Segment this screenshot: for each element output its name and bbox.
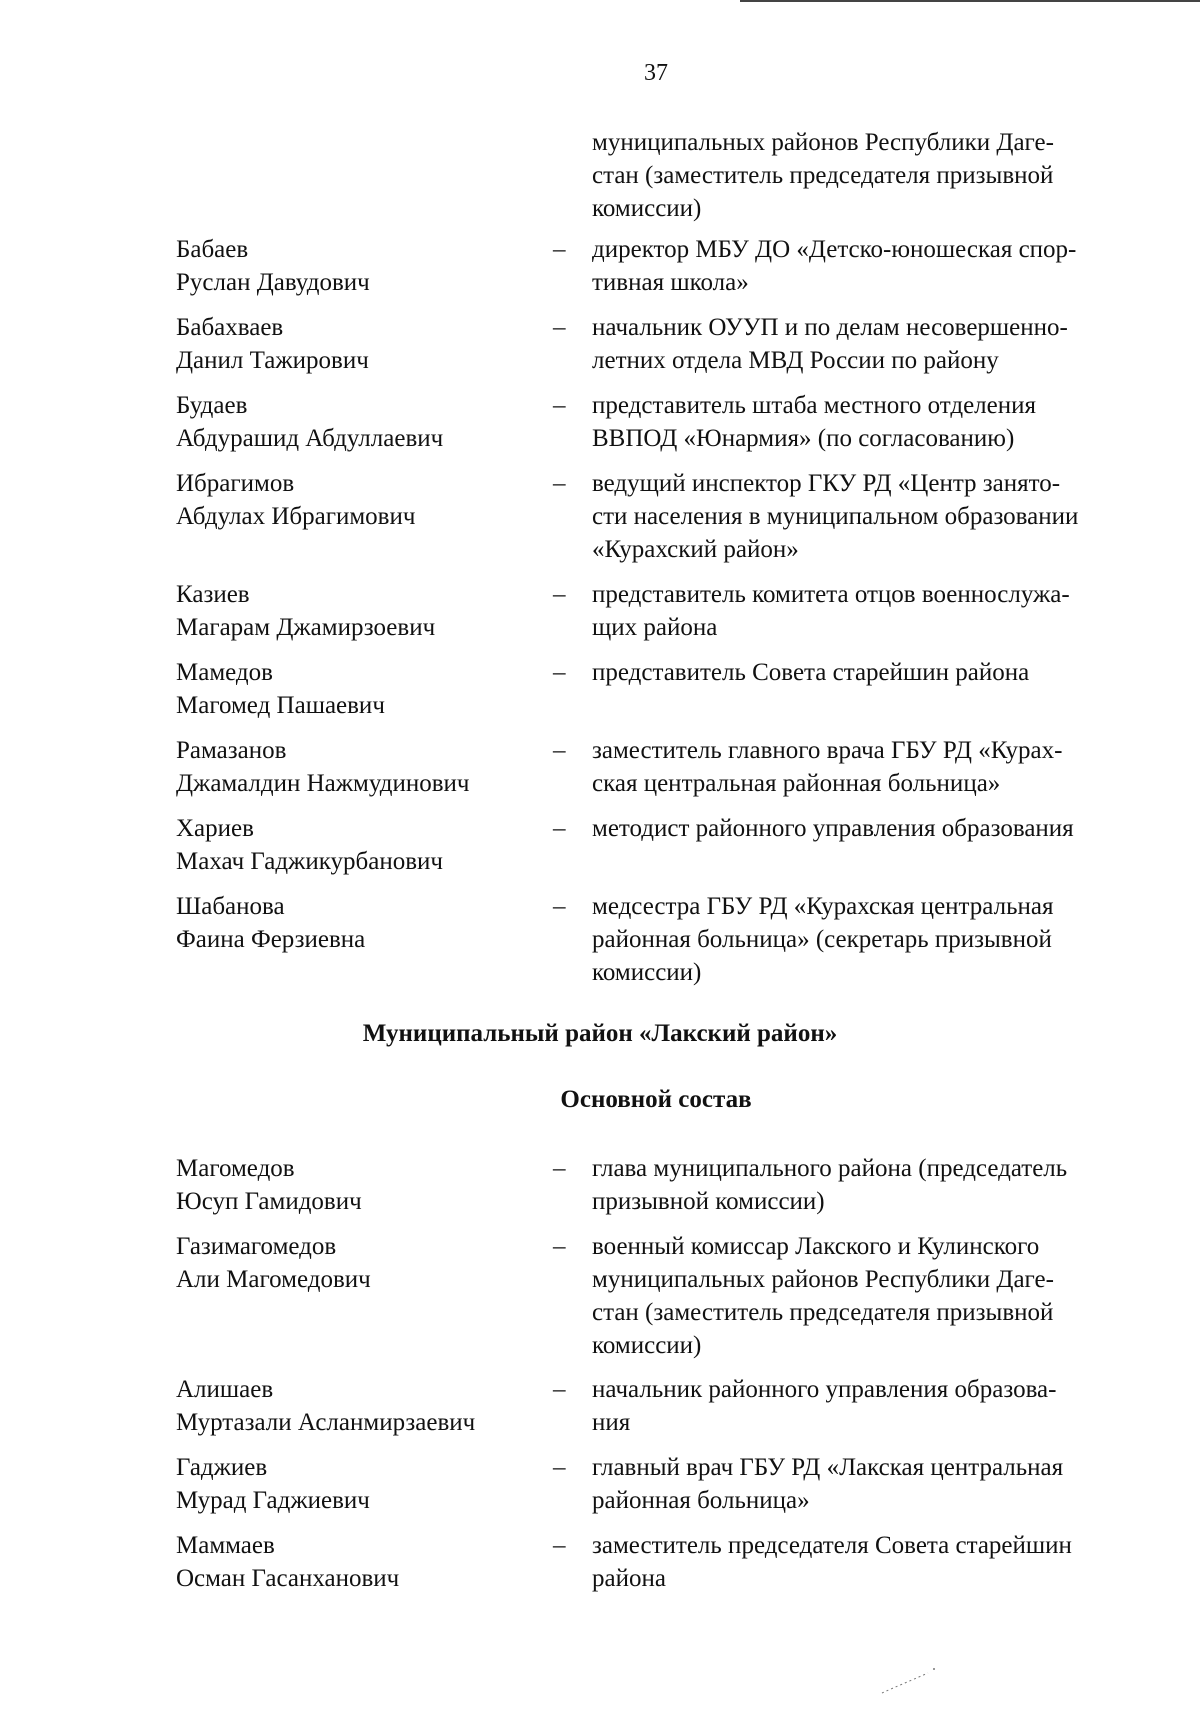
position-line: летних отдела МВД России по району <box>592 347 999 374</box>
member-surname: Маммаев <box>176 1532 275 1559</box>
member-surname: Магомедов <box>176 1155 295 1182</box>
composition-subheading: Основной состав <box>560 1086 752 1113</box>
dash: – <box>553 314 566 341</box>
member-given-name: Осман Гасанханович <box>176 1565 400 1592</box>
position-line: ния <box>592 1409 631 1436</box>
position-line: представитель Совета старейшин района <box>592 659 1030 686</box>
member-name <box>176 578 556 644</box>
continuation-text <box>592 126 1147 225</box>
member-given-name: Руслан Давудович <box>176 269 370 296</box>
member-position <box>592 1152 1147 1218</box>
member-surname: Бабахваев <box>176 314 284 341</box>
dash: – <box>553 1155 566 1182</box>
member-given-name: Фаина Ферзиевна <box>176 926 366 953</box>
member-surname: Мамедов <box>176 659 273 686</box>
member-surname: Алишаев <box>176 1376 274 1403</box>
dash: – <box>553 659 566 686</box>
member-surname: Шабанова <box>176 893 285 920</box>
member-surname: Газимагомедов <box>176 1233 337 1260</box>
member-position <box>592 578 1147 644</box>
position-line: комиссии) <box>592 959 702 986</box>
dash: – <box>553 1454 566 1481</box>
member-name <box>176 389 556 455</box>
position-line: военный комиссар Лакского и Кулинского <box>592 1233 1040 1260</box>
member-position <box>592 734 1147 800</box>
member-position <box>592 1451 1147 1517</box>
member-given-name: Юсуп Гамидович <box>176 1188 362 1215</box>
member-given-name: Абдурашид Абдуллаевич <box>176 425 444 452</box>
member-position <box>592 1230 1147 1362</box>
position-line: тивная школа» <box>592 269 749 296</box>
position-line: призывной комиссии) <box>592 1188 825 1215</box>
member-name <box>176 1373 556 1439</box>
scan-edge-line <box>740 0 1200 2</box>
dash: – <box>553 737 566 764</box>
member-row <box>0 1230 1200 1359</box>
position-line: стан (заместитель председателя призывной <box>592 1299 1054 1326</box>
member-position <box>592 1529 1147 1595</box>
member-row <box>0 890 1200 990</box>
position-line: ВВПОД «Юнармия» (по согласованию) <box>592 425 1015 452</box>
member-given-name: Магомед Пашаевич <box>176 692 385 719</box>
member-position <box>592 467 1147 566</box>
scan-specks <box>880 1665 940 1695</box>
position-line: щих района <box>592 614 718 641</box>
page-number: 37 <box>644 60 668 86</box>
member-position <box>592 890 1147 989</box>
position-line: представитель комитета отцов военнослужа- <box>592 581 1070 608</box>
member-name <box>176 233 556 299</box>
dash: – <box>553 392 566 419</box>
member-row <box>0 1529 1200 1629</box>
position-line: комиссии) <box>592 1332 702 1359</box>
position-line: заместитель председателя Совета старейшин <box>592 1532 1072 1559</box>
position-line: заместитель главного врача ГБУ РД «Курах- <box>592 737 1063 764</box>
dash: – <box>553 815 566 842</box>
member-name <box>176 734 556 800</box>
member-position <box>592 656 1147 689</box>
member-given-name: Муртазали Асланмирзаевич <box>176 1409 476 1436</box>
position-line: начальник ОУУП и по делам несовершенно- <box>592 314 1068 341</box>
member-name <box>176 812 556 878</box>
member-name <box>176 1529 556 1595</box>
dash: – <box>553 236 566 263</box>
member-surname: Будаев <box>176 392 248 419</box>
member-surname: Хариев <box>176 815 254 842</box>
dash: – <box>553 1376 566 1403</box>
member-given-name: Магарам Джамирзоевич <box>176 614 436 641</box>
member-name <box>176 890 556 956</box>
position-line: глава муниципального района (председатель <box>592 1155 1068 1182</box>
district-heading: Муниципальный район «Лакский район» <box>362 1020 838 1047</box>
position-line: ведущий инспектор ГКУ РД «Центр занято- <box>592 470 1061 497</box>
member-name <box>176 467 556 533</box>
dash: – <box>553 1532 566 1559</box>
position-line: районная больница» <box>592 1487 810 1514</box>
member-given-name: Абдулах Ибрагимович <box>176 503 416 530</box>
position-line: района <box>592 1565 666 1592</box>
position-line: «Курахский район» <box>592 536 799 563</box>
position-line: ская центральная районная больница» <box>592 770 1001 797</box>
member-surname: Ибрагимов <box>176 470 295 497</box>
position-line: муниципальных районов Республики Даге- <box>592 1266 1054 1293</box>
member-given-name: Мурад Гаджиевич <box>176 1487 370 1514</box>
member-position <box>592 812 1147 845</box>
member-name <box>176 1451 556 1517</box>
position-line: медсестра ГБУ РД «Курахская центральная <box>592 893 1054 920</box>
position-line: главный врач ГБУ РД «Лакская центральная <box>592 1454 1064 1481</box>
dash: – <box>553 1233 566 1260</box>
member-name <box>176 656 556 722</box>
position-line: директор МБУ ДО «Детско-юношеская спор- <box>592 236 1077 263</box>
position-line: представитель штаба местного отделения <box>592 392 1036 419</box>
member-position <box>592 389 1147 455</box>
position-line: сти населения в муниципальном образовании <box>592 503 1079 530</box>
member-given-name: Али Магомедович <box>176 1266 371 1293</box>
position-line: методист районного управления образования <box>592 815 1074 842</box>
member-name <box>176 1152 556 1218</box>
dash: – <box>553 893 566 920</box>
member-surname: Гаджиев <box>176 1454 268 1481</box>
member-given-name: Джамалдин Нажмудинович <box>176 770 470 797</box>
member-row <box>0 467 1200 567</box>
dash: – <box>553 470 566 497</box>
continuation-line: муниципальных районов Республики Даге- <box>592 129 1054 156</box>
member-position <box>592 1373 1147 1439</box>
dash: – <box>553 581 566 608</box>
member-position <box>592 233 1147 299</box>
member-surname: Бабаев <box>176 236 249 263</box>
position-line: районная больница» (секретарь призывной <box>592 926 1052 953</box>
member-name <box>176 1230 556 1296</box>
continuation-line: комиссии) <box>592 195 702 222</box>
member-surname: Казиев <box>176 581 250 608</box>
member-surname: Рамазанов <box>176 737 287 764</box>
member-position <box>592 311 1147 377</box>
member-given-name: Данил Тажирович <box>176 347 369 374</box>
position-line: начальник районного управления образова- <box>592 1376 1057 1403</box>
member-name <box>176 311 556 377</box>
member-given-name: Махач Гаджикурбанович <box>176 848 443 875</box>
continuation-line: стан (заместитель председателя призывной <box>592 162 1054 189</box>
